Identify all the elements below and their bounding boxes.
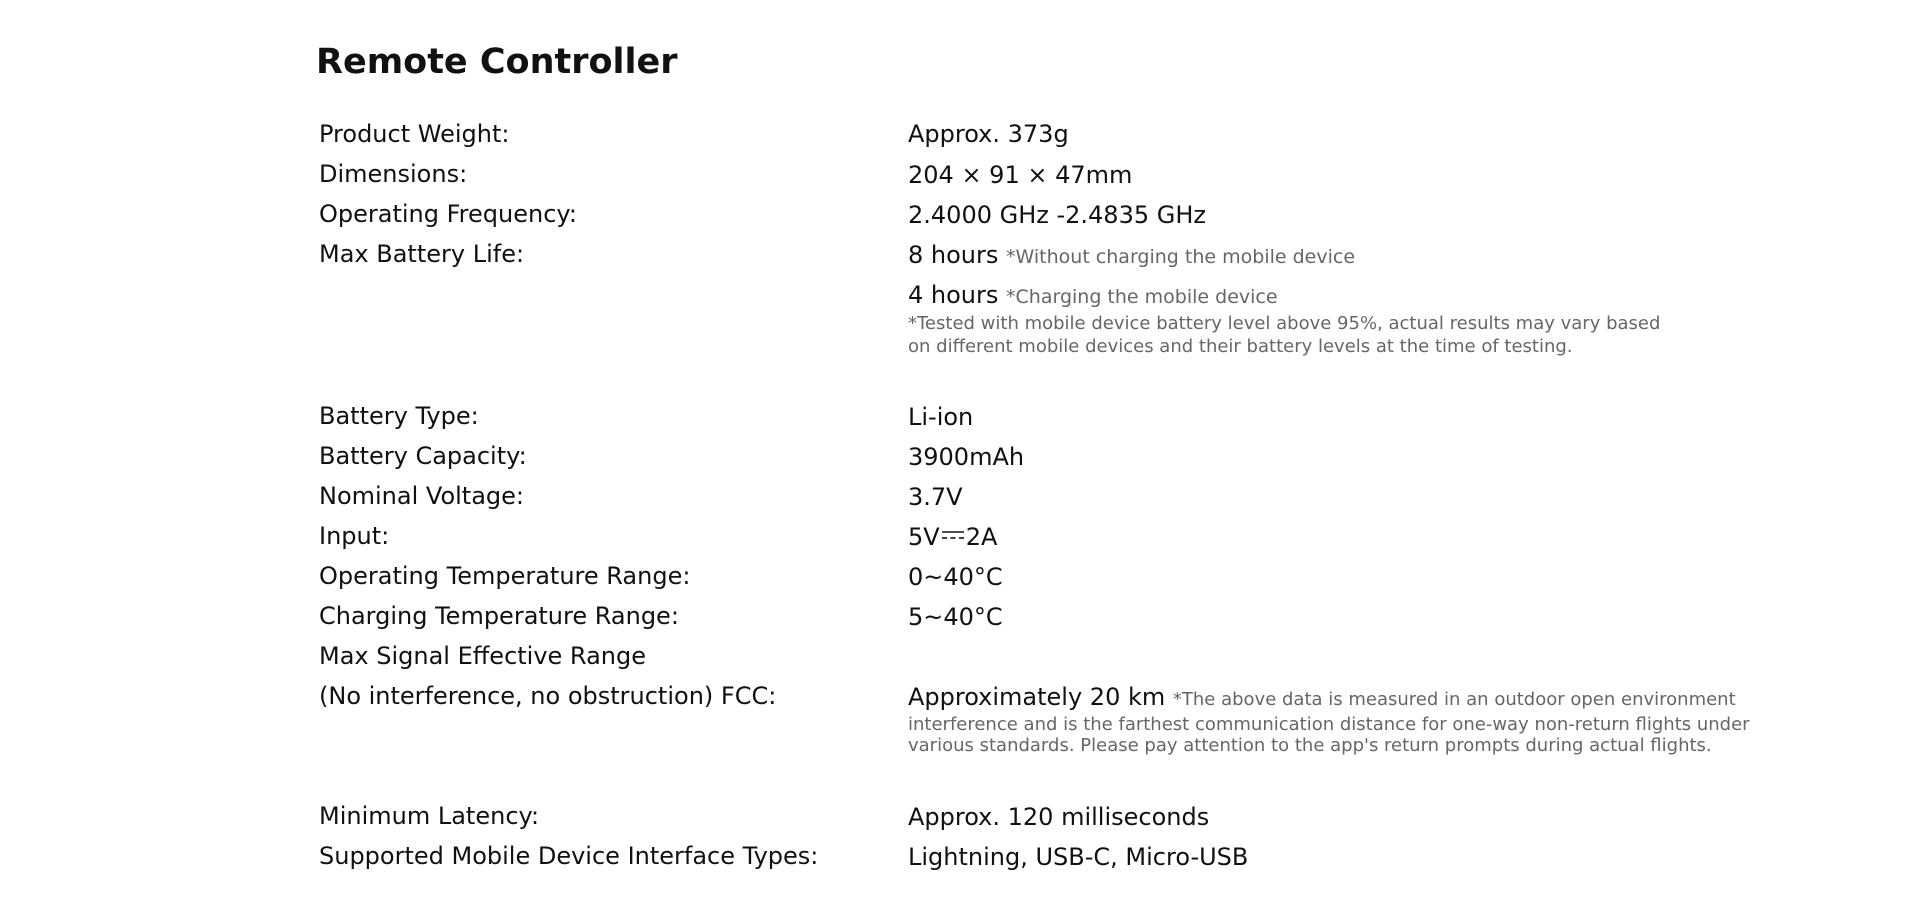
spec-label-interfaces: Supported Mobile Device Interface Types: [319,842,819,870]
battery-life-note-1: *Without charging the mobile device [1006,246,1356,268]
spec-label-latency: Minimum Latency: [319,802,540,830]
spec-label-signal-range-line-1: Max Signal Effective Range [319,642,646,670]
signal-range-note: *The above data is measured in an outdoor open environment [1172,689,1736,710]
spec-label-battery-type: Battery Type: [319,402,479,430]
spec-label-dimensions: Dimensions: [319,160,468,188]
battery-life-hours-2: 4 hours [908,281,999,309]
spec-value-input [908,519,997,555]
spec-label-weight: Product Weight: [319,120,510,148]
spec-value-dimensions: 204 × 91 × 47mm [908,161,1133,189]
spec-label-charging-temp: Charging Temperature Range: [319,602,679,630]
spec-label-nominal-voltage: Nominal Voltage: [319,482,525,510]
spec-value-battery-life-2 [908,277,1278,315]
spec-label-signal-range-line-2: (No interference, no obstruction) FCC: [319,682,777,710]
spec-value-signal-range [908,679,1736,718]
spec-value-frequency: 2.4000 GHz -2.4835 GHz [908,201,1206,229]
spec-value-operating-temp: 0~40°C [908,563,1003,591]
spec-label-battery-life: Max Battery Life: [319,240,525,268]
spec-value-battery-life-1 [908,237,1355,275]
battery-footnote-line-2: on different mobile devices and their battery levels at the time of testing. [908,336,1573,357]
spec-value-weight: Approx. 373g [908,120,1069,148]
input-current: 2A [965,523,998,551]
signal-range-note-line-2: interference and is the farthest communication distance for one-way non-return flights under [908,714,1750,735]
spec-value-battery-type: Li-ion [908,403,974,431]
spec-value-battery-capacity: 3900mAh [908,443,1025,471]
battery-life-note-2: *Charging the mobile device [1006,286,1278,308]
signal-range-note-line-3: various standards. Please pay attention to the app's return prompts during actual flights. [908,735,1712,756]
signal-range-distance: Approximately 20 km [908,683,1166,711]
spec-label-operating-temp: Operating Temperature Range: [319,562,691,590]
dc-current-icon [942,530,964,540]
spec-value-latency: Approx. 120 milliseconds [908,803,1210,831]
battery-footnote-line-1: *Tested with mobile device battery level above 95%, actual results may vary based [908,313,1661,334]
spec-value-interfaces: Lightning, USB-C, Micro-USB [908,843,1249,871]
spec-value-nominal-voltage: 3.7V [908,483,963,511]
battery-life-hours-1: 8 hours [908,241,999,269]
input-voltage: 5V [908,523,940,551]
page-title: Remote Controller [316,42,678,82]
spec-value-charging-temp: 5~40°C [908,603,1003,631]
spec-label-input: Input: [319,522,390,550]
spec-label-battery-capacity: Battery Capacity: [319,442,527,470]
spec-label-frequency: Operating Frequency: [319,200,577,228]
